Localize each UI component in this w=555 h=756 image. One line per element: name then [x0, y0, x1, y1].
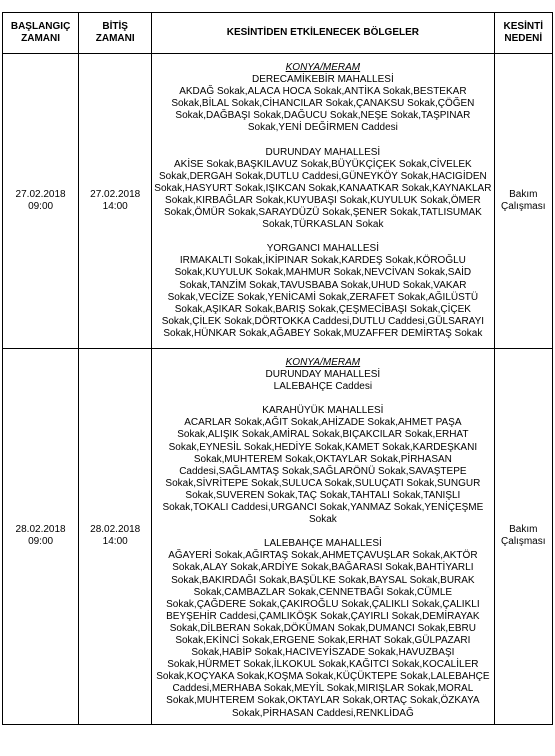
regions-cell — [152, 54, 494, 349]
neighborhood-name: DURUNDAY MAHALLESİ — [265, 146, 381, 158]
street-list: AĞAYERİ Sokak,AĞIRTAŞ Sokak,AHMETÇAVUŞLAR Sokak,AKTÖR Sokak,ALAY Sokak,ARDİYE Sokak,BAĞARASI Sokak,BAHTİYARLI Sokak,BAKIRDAĞI Sokak,BAŞÜLKE Sokak,BAYSAL Sokak,BURAK Sokak,CAMBAZLAR Sokak,CENNETBAĞI Sokak,CÜMLE Sokak,ÇAĞDERE Sokak,ÇAKIROĞLU Sokak,ÇALIKLI Sokak,ÇALIKLI BEYŞEHİR Caddesi,ÇAMLIKÖŞK Sokak,ÇAYIRLI Sokak,DEMİRAYAK Sokak,DİLBERAN Sokak,DÖKÜMAN Sokak,DUMANCI Sokak,EBRU Sokak,EKİNCİ Sokak,ERGENE Sokak,ERHAT Sokak,GÜLPAZARI Sokak,HABİP Sokak,HACIVEYİSZADE Sokak,HAVUZBAŞI Sokak,HÜRMET Sokak,İLKOKUL Sokak,KAĞITCI Sokak,KOCALİLER Sokak,KOÇYAKA Sokak,KOŞMA Sokak,KÜÇÜKTEPE Sokak,LALEBAHÇE Caddesi,MERHABA Sokak,MEYİL Sokak,MIRIŞLAR Sokak,MORAL Sokak,MUHTEREM Sokak,OKTAYLAR Sokak,ORTAÇ Sokak,ÖZKAYA Sokak,PİRHASAN Caddesi,RENKLİDAĞ — [156, 550, 490, 719]
reason-cell: Bakım Çalışması — [494, 54, 552, 349]
neighborhood-name: DERECAMİKEBİR MAHALLESİ — [252, 74, 394, 86]
province-label: KONYA/MERAM — [285, 62, 361, 73]
header-outage-reason: KESİNTİ NEDENİ — [494, 13, 552, 54]
header-row — [3, 13, 553, 54]
neighborhood-name: KARAHÜYÜK MAHALLESİ — [262, 405, 384, 417]
end-time-cell: 28.02.2018 14:00 — [79, 349, 152, 725]
province-label: KONYA/MERAM — [285, 357, 361, 368]
street-list: ACARLAR Sokak,AĞIT Sokak,AHİZADE Sokak,AHMET PAŞA Sokak,ALIŞIK Sokak,AMİRAL Sokak,BIÇAKCILAR Sokak,ERHAT Sokak,EYNESİL Sokak,HEDİYE Sokak,KAMET Sokak,KARDEŞKANI Sokak,MUHTEREM Sokak,OKTAYLAR Sokak,PİRHASAN Caddesi,SAĞLAMTAŞ Sokak,SAĞLARÖNÜ Sokak,SAVAŞTEPE Sokak,SİVRİTEPE Sokak,SULUCA Sokak,SULUÇATI Sokak,SUNGUR Sokak,SUVEREN Sokak,TAÇ Sokak,TAHTALI Sokak,TANIŞLI Sokak,TOKALI Caddesi,URGANCI Sokak,YANMAZ Sokak,YENİÇEŞME Sokak — [162, 417, 484, 526]
header-start-time: BAŞLANGIÇ ZAMANI — [3, 13, 79, 54]
street-list: AKDAĞ Sokak,ALACA HOCA Sokak,ANTİKA Sokak,BESTEKAR Sokak,BİLAL Sokak,CİHANCILAR Sokak,ÇANAKSU Sokak,ÇÖĞEN Sokak,DAĞBAŞI Sokak,DAĞUCU Sokak,NEŞE Sokak,TAŞPINAR Sokak,YENİ DEĞİRMEN Caddesi — [171, 86, 475, 134]
neighborhood-name: YORGANCI MAHALLESİ — [266, 243, 379, 255]
table-row — [3, 54, 553, 349]
street-list: IRMAKALTI Sokak,İKİPINAR Sokak,KARDEŞ Sokak,KÖROĞLU Sokak,KUYULUK Sokak,MAHMUR Sokak,NEVCİVAN Sokak,SAİD Sokak,TANZİM Sokak,TAVUSBABA Sokak,UHUD Sokak,VAKAR Sokak,VECİZE Sokak,YENİCAMİ Sokak,ZERAFET Sokak,AĞILÜSTÜ Sokak,AŞIKAR Sokak,BARIŞ Sokak,ÇEŞMECİBAŞI Sokak,ÇİÇEK Sokak,ÇİLEK Sokak,DÖRTOKKA Caddesi,DUTLU Caddesi,GÜLSARAYI Sokak,HÜNKAR Sokak,AĞABEY Sokak,MUZAFFER DEMİRTAŞ Sokak — [161, 255, 485, 339]
header-end-time: BİTİŞ ZAMANI — [79, 13, 152, 54]
start-time-cell: 28.02.2018 09:00 — [3, 349, 79, 725]
start-time-cell: 27.02.2018 09:00 — [3, 54, 79, 349]
header-affected-regions: KESİNTİDEN ETKİLENECEK BÖLGELER — [152, 13, 494, 54]
neighborhood-name: LALEBAHÇE MAHALLESİ — [263, 538, 382, 550]
regions-cell — [152, 349, 494, 725]
table-row — [3, 349, 553, 725]
street-list: LALEBAHÇE Caddesi — [273, 381, 373, 393]
reason-cell: Bakım Çalışması — [494, 349, 552, 725]
street-list: AKİSE Sokak,BAŞKILAVUZ Sokak,BÜYÜKÇİÇEK Sokak,CİVELEK Sokak,DERGAH Sokak,DUTLU Caddesi,GÜNEYKÖY Sokak,HACIGİDEN Sokak,HASYURT Sokak,IŞIKCAN Sokak,KANAATKAR Sokak,KAYNAKLAR Sokak,KIRBAĞLAR Sokak,KUYUBAŞI Sokak,KUYULUK Sokak,ÖMER Sokak,ÖMÜR Sokak,SARAYDÜZÜ Sokak,ŞENER Sokak,TATLISUMAK Sokak,TÜRKASLAN Sokak — [154, 158, 492, 231]
outage-table — [2, 12, 553, 725]
end-time-cell: 27.02.2018 14:00 — [79, 54, 152, 349]
neighborhood-name: DURUNDAY MAHALLESİ — [265, 369, 381, 381]
